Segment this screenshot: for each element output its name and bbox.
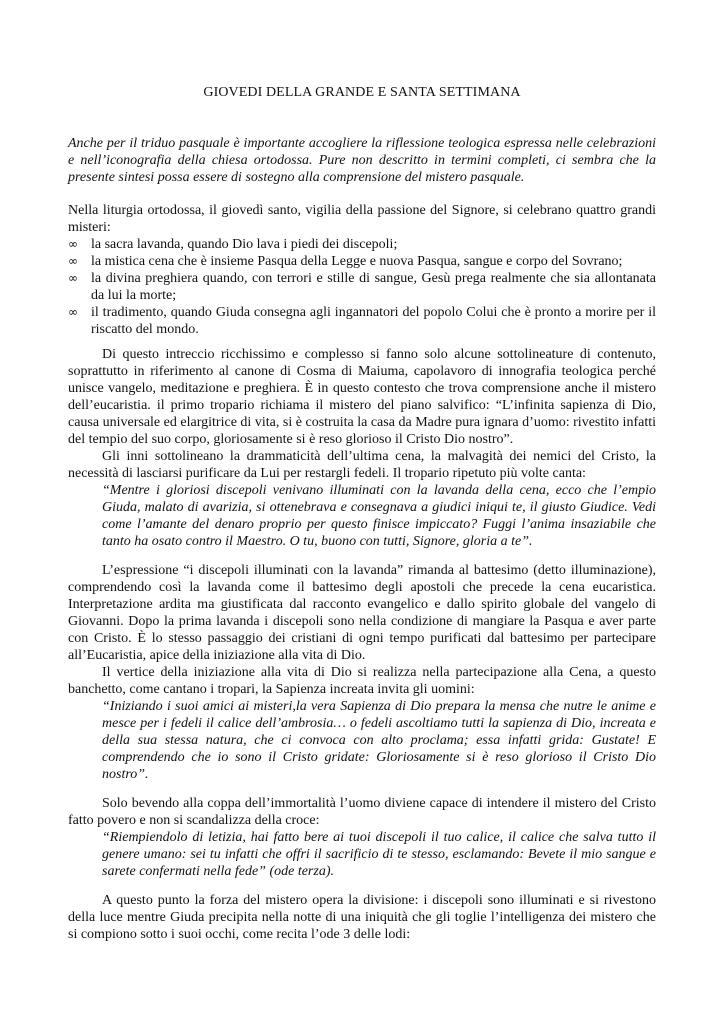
liturgy-intro-paragraph: Nella liturgia ortodossa, il giovedì santo, vigilia della passione del Signore, si celebrano quattro grandi misteri: bbox=[68, 203, 656, 235]
document-title: GIOVEDI DELLA GRANDE E SANTA SETTIMANA bbox=[203, 85, 521, 100]
list-item bbox=[68, 270, 656, 304]
infinity-bullet-icon: ∞ bbox=[68, 254, 78, 268]
body-paragraph-2: Gli inni sottolineano la drammaticità dell’ultima cena, la malvagità dei nemici del Cristo, la necessità di lasciarsi purificare da Lui per restargli fedeli. Il tropario ripetuto più volte canta: bbox=[68, 449, 656, 481]
list-item bbox=[68, 236, 656, 253]
quote-3: “Riempiendolo di letizia, hai fatto bere ai tuoi discepoli il tuo calice, il calice che salva tutto il genere umano: sei tu infatti che offri il sacrificio di te stesso, esclamando: Bevete il mio sangue e sarete confermati nella fede” (ode terza). bbox=[102, 830, 656, 879]
body-paragraph-3: L’espressione “i discepoli illuminati con la lavanda” rimanda al battesimo (detto illuminazione), comprendendo così la lavanda come il battesimo degli apostoli che precede la cena eucaristica. Interpretazione ardita ma giustificata dal racconto evangelico e dallo spirito globale del vangelo di Giovanni. Dopo la prima lavanda i discepoli sono nella condizione di mangiare la Pasqua e aver parte con Cristo. È lo stesso passaggio dei cristiani di ogni tempo purificati dal battesimo per partecipare all’Eucaristia, apice della iniziazione alla vita di Dio. bbox=[68, 563, 656, 663]
quote-1: “Mentre i gloriosi discepoli venivano illuminati con la lavanda della cena, ecco che l’empio Giuda, malato di avarizia, si ottenebrava e consegnava a giudici iniqui te, il giusto Giudice. Vedi come l’amante del denaro proprio per questo finisce impiccato? Fuggi l’anima insaziabile che tanto ha osato contro il Maestro. O tu, buono con tutti, Signore, gloria a te”. bbox=[102, 483, 656, 549]
body-paragraph-4: Il vertice della iniziazione alla vita di Dio si realizza nella partecipazione alla Cena, a questo banchetto, come cantano i tropari, la Sapienza increata invita gli uomini: bbox=[68, 665, 656, 697]
list-item bbox=[68, 253, 656, 270]
list-item bbox=[68, 304, 656, 338]
quote-2: “Iniziando i suoi amici ai misteri,la vera Sapienza di Dio prepara la mensa che nutre le anime e mesce per i fedeli il calice dell’ambrosia… o fedeli ascoltiamo tutti la sapienza di Dio, increata e della sua stessa natura, che ci convoca con alto proclama; essa infatti grida: Gustate! E comprendendo che io sono il Cristo gridate: Gloriosamente si è reso glorioso il Cristo Dio nostro”. bbox=[102, 699, 656, 782]
mysteries-list bbox=[68, 236, 656, 338]
infinity-bullet-icon: ∞ bbox=[68, 271, 78, 285]
body-paragraph-5: Solo bevendo alla coppa dell’immortalità l’uomo diviene capace di intendere il mistero del Cristo fatto povero e non si scandalizza della croce: bbox=[68, 796, 656, 828]
body-paragraph-6: A questo punto la forza del mistero opera la divisione: i discepoli sono illuminati e si rivestono della luce mentre Giuda precipita nella notte di una iniquità che gli toglie l’intelligenza dei mistero che si compiono sotto i suoi occhi, come recita l’ode 3 delle lodi: bbox=[68, 893, 656, 942]
document-page bbox=[68, 84, 656, 943]
infinity-bullet-icon: ∞ bbox=[68, 305, 78, 319]
infinity-bullet-icon: ∞ bbox=[68, 237, 78, 251]
list-item-text: la mistica cena che è insieme Pasqua della Legge e nuova Pasqua, sangue e corpo del Sovrano; bbox=[91, 254, 623, 269]
intro-paragraph: Anche per il triduo pasquale è importante accogliere la riflessione teologica espressa nelle celebrazioni e nell’iconografia della chiesa ortodossa. Pure non descritto in termini completi, ci sembra che la presente sintesi possa essere di sostegno alla comprensione del mistero pasquale. bbox=[68, 136, 656, 185]
list-item-text: il tradimento, quando Giuda consegna agli ingannatori del popolo Colui che è pronto a morire per il riscatto del mondo. bbox=[91, 305, 656, 337]
body-paragraph-1: Di questo intreccio ricchissimo e complesso si fanno solo alcune sottolineature di contenuto, soprattutto in riferimento al canone di Cosma di Maiuma, capolavoro di innografia teologica perché unisce vangelo, meditazione e preghiera. È in questo contesto che trova comprensione anche il mistero dell’eucaristia. il primo tropario richiama il mistero del piano salvifico: “L’infinita sapienza di Dio, causa universale ed elargitrice di vita, si è costruita la casa da Madre pura ignara d’uomo: rivestito infatti del tempio del suo corpo, gloriosamente si è reso glorioso il Cristo Dio nostro”. bbox=[68, 347, 656, 447]
list-item-text: la divina preghiera quando, con terrori e stille di sangue, Gesù prega realmente che sia allontanata da lui la morte; bbox=[91, 271, 656, 303]
list-item-text: la sacra lavanda, quando Dio lava i piedi dei discepoli; bbox=[91, 237, 398, 252]
